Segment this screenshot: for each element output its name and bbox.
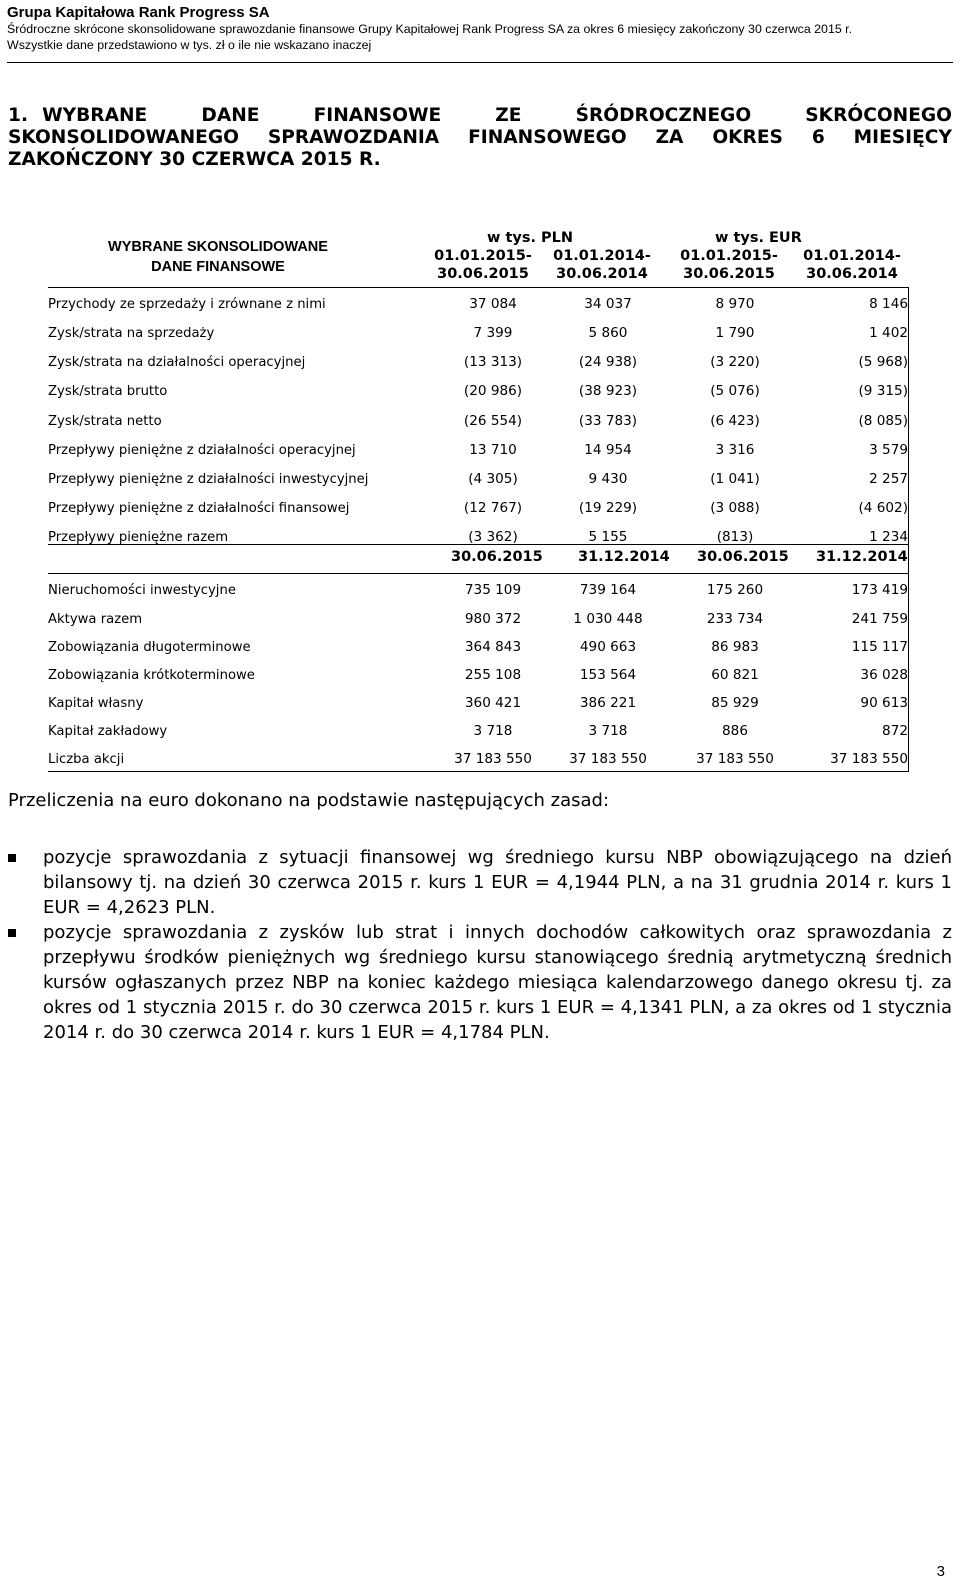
cell-value: 60 821 [711,667,759,683]
table-rule [48,573,908,574]
table-row [48,288,908,316]
cell-value: (38 923) [578,383,638,399]
running-header [7,4,953,53]
cell-value: (5 968) [858,354,908,370]
cell-value: 735 109 [464,582,522,598]
title-word: 1. [8,105,29,126]
table-row [48,715,908,743]
period-to: 30.06.2015 [683,266,775,282]
cell-value: 8 970 [715,296,755,312]
table-row [48,574,908,602]
cell-value: 3 316 [715,442,755,458]
title-word: FINANSOWEGO [468,127,627,148]
table-row [48,375,908,403]
list-item [8,845,952,920]
cell-value: 37 183 550 [696,751,774,767]
period-header [799,247,905,283]
cell-value: 490 663 [579,639,637,655]
table-label-line: DANE FINANSOWE [151,259,285,275]
title-line-2 [8,127,952,149]
period-header [430,247,536,283]
cell-value: (9 315) [858,383,908,399]
cell-value: 360 421 [464,695,522,711]
cell-value: 980 372 [464,611,522,627]
title-word: SKONSOLIDOWANEGO [8,127,239,148]
table-row [48,603,908,631]
square-bullet-icon [8,854,16,862]
period-header [549,247,655,283]
row-label: Przepływy pieniężne z działalności finansowej [48,501,350,516]
row-label: Aktywa razem [48,612,143,627]
cell-value: 37 183 550 [569,751,647,767]
table-row [48,492,908,520]
row-label: Kapitał własny [48,696,144,711]
title-word: OKRES [712,127,783,148]
cell-value: (12 767) [463,500,523,516]
table-label [48,237,388,277]
cell-value: 90 613 [860,695,908,711]
unit-pln-label: w tys. PLN [487,230,574,246]
table-row [48,463,908,491]
cell-value: 7 399 [473,325,513,341]
cell-value: (5 076) [710,383,760,399]
row-label: Zobowiązania długoterminowe [48,640,251,655]
cell-value: 5 860 [588,325,628,341]
cell-value: (19 229) [578,500,638,516]
row-label: Zysk/strata na sprzedaży [48,326,215,341]
row-label: Przychody ze sprzedaży i zrównane z nimi [48,297,326,312]
cell-value: (3 362) [468,529,518,545]
cell-value: 85 929 [711,695,759,711]
title-word: MIESIĘCY [853,127,952,148]
row-label: Zobowiązania krótkoterminowe [48,668,255,683]
cell-value: (13 313) [463,354,523,370]
row-label: Przepływy pieniężne z działalności operacyjnej [48,443,356,458]
row-label: Przepływy pieniężne z działalności inwestycyjnej [48,472,369,487]
table-row [48,687,908,715]
cell-value: 364 843 [464,639,522,655]
cell-value: 386 221 [579,695,637,711]
list-item-text: pozycje sprawozdania z sytuacji finansowej wg średniego kursu NBP obowiązującego na dzień bilansowy tj. na dzień 30 czerwca 2015 r. kurs 1 EUR = 4,1944 PLN, a na 31 grudnia 2014 r. kurs 1 EUR = 4,2623 PLN. [43,847,952,918]
cell-value: 14 954 [584,442,632,458]
header-divider [7,62,953,63]
cell-value: 233 734 [706,611,764,627]
cell-value: 34 037 [584,296,632,312]
cell-value: 1 402 [869,325,908,341]
row-label: Zysk/strata brutto [48,384,168,399]
cell-value: 13 710 [469,442,517,458]
page-number: 3 [936,1563,945,1580]
title-line-3: ZAKOŃCZONY 30 CZERWCA 2015 R. [8,149,381,170]
cell-value: 37 183 550 [830,751,908,767]
row-label: Przepływy pieniężne razem [48,530,229,545]
period-to: 30.06.2014 [806,266,898,282]
cell-value: (4 602) [858,500,908,516]
row-label: Liczba akcji [48,752,125,767]
cell-value: 3 718 [473,723,513,739]
period-from: 01.01.2014- [553,248,651,264]
units-note: Wszystkie dane przedstawiono w tys. zł o ile nie wskazano inaczej [7,38,372,52]
table-row [48,346,908,374]
cell-value: 115 117 [851,639,908,655]
table-row [48,631,908,659]
title-word: WYBRANE [42,105,148,126]
cell-value: 886 [722,723,748,739]
table-rule [48,287,908,288]
cell-value: 872 [882,723,908,739]
section-title [8,105,952,171]
cell-value: (26 554) [463,413,523,429]
period-to: 30.06.2015 [437,266,529,282]
title-word: SPRAWOZDANIA [267,127,440,148]
balance-date-header: 30.06.2015 [697,549,789,565]
title-word: ZE [495,105,522,126]
row-label: Zysk/strata netto [48,414,162,429]
table-row [48,405,908,433]
period-from: 01.01.2015- [434,248,532,264]
cell-value: 153 564 [579,667,637,683]
cell-value: (3 220) [710,354,760,370]
title-line-1 [8,105,952,127]
period-from: 01.01.2014- [803,248,901,264]
cell-value: 1 790 [715,325,755,341]
cell-value: 3 579 [869,442,908,458]
cell-value: (8 085) [858,413,908,429]
table-row [48,659,908,687]
cell-value: (6 423) [710,413,760,429]
cell-value: 173 419 [851,582,908,598]
cell-value: 739 164 [579,582,637,598]
cell-value: 3 718 [588,723,628,739]
table-row [48,743,908,771]
table-label-line: WYBRANE SKONSOLIDOWANE [108,239,328,255]
table-rule [48,771,908,772]
balance-date-header: 31.12.2014 [578,549,670,565]
row-label: Nieruchomości inwestycyjne [48,583,236,598]
cell-value: 86 983 [711,639,759,655]
cell-value: (3 088) [710,500,760,516]
cell-value: 241 759 [851,611,908,627]
report-subtitle: Śródroczne skrócone skonsolidowane sprawozdanie finansowe Grupy Kapitałowej Rank Progress SA za okres 6 miesięcy zakończony 30 czerwca 2015 r. [7,22,853,36]
cell-value: (20 986) [463,383,523,399]
title-word: FINANSOWE [313,105,442,126]
list-item [8,920,952,1045]
period-from: 01.01.2015- [680,248,778,264]
square-bullet-icon [8,929,16,937]
table-rule [48,544,908,545]
table-border [908,287,909,772]
cell-value: 1 030 448 [573,611,643,627]
list-item-text: pozycje sprawozdania z zysków lub strat i innych dochodów całkowitych oraz sprawozdania z przepływu środków pieniężnych wg średniego kursu stanowiącego średnią arytmetyczną średnich kursów ogłaszanych przez NBP na koniec każdego miesiąca kalendarzowego danego okresu tj. za okres od 1 stycznia 2015 r. do 30 czerwca 2015 r. kurs 1 EUR = 4,1341 PLN, a za okres od 1 stycznia 2014 r. do 30 czerwca 2014 r. kurs 1 EUR = 4,1784 PLN. [43,922,952,1043]
notes-heading: Przeliczenia na euro dokonano na podstawie następujących zasad: [8,790,610,811]
cell-value: (1 041) [710,471,760,487]
period-header [676,247,782,283]
table-row [48,434,908,462]
cell-value: 255 108 [464,667,522,683]
cell-value: 36 028 [860,667,908,683]
table-row [48,317,908,345]
company-name: Grupa Kapitałowa Rank Progress SA [7,4,270,21]
title-word: 6 [811,127,825,148]
title-word: ZA [655,127,684,148]
cell-value: 2 257 [869,471,908,487]
balance-date-header: 31.12.2014 [816,549,908,565]
cell-value: 37 084 [469,296,517,312]
balance-date-header: 30.06.2015 [451,549,543,565]
cell-value: (4 305) [468,471,518,487]
title-word: ŚRÓDROCZNEGO [575,105,752,126]
title-word: SKRÓCONEGO [805,105,952,126]
row-label: Zysk/strata na działalności operacyjnej [48,355,306,370]
row-label: Kapitał zakładowy [48,724,168,739]
cell-value: 175 260 [706,582,764,598]
cell-value: 5 155 [588,529,628,545]
cell-value: 1 234 [869,529,908,545]
cell-value: (24 938) [578,354,638,370]
cell-value: 9 430 [588,471,628,487]
cell-value: (813) [716,529,754,545]
unit-eur-label: w tys. EUR [715,230,802,246]
period-to: 30.06.2014 [556,266,648,282]
cell-value: 8 146 [869,296,908,312]
title-word: DANE [201,105,260,126]
cell-value: 37 183 550 [454,751,532,767]
cell-value: (33 783) [578,413,638,429]
